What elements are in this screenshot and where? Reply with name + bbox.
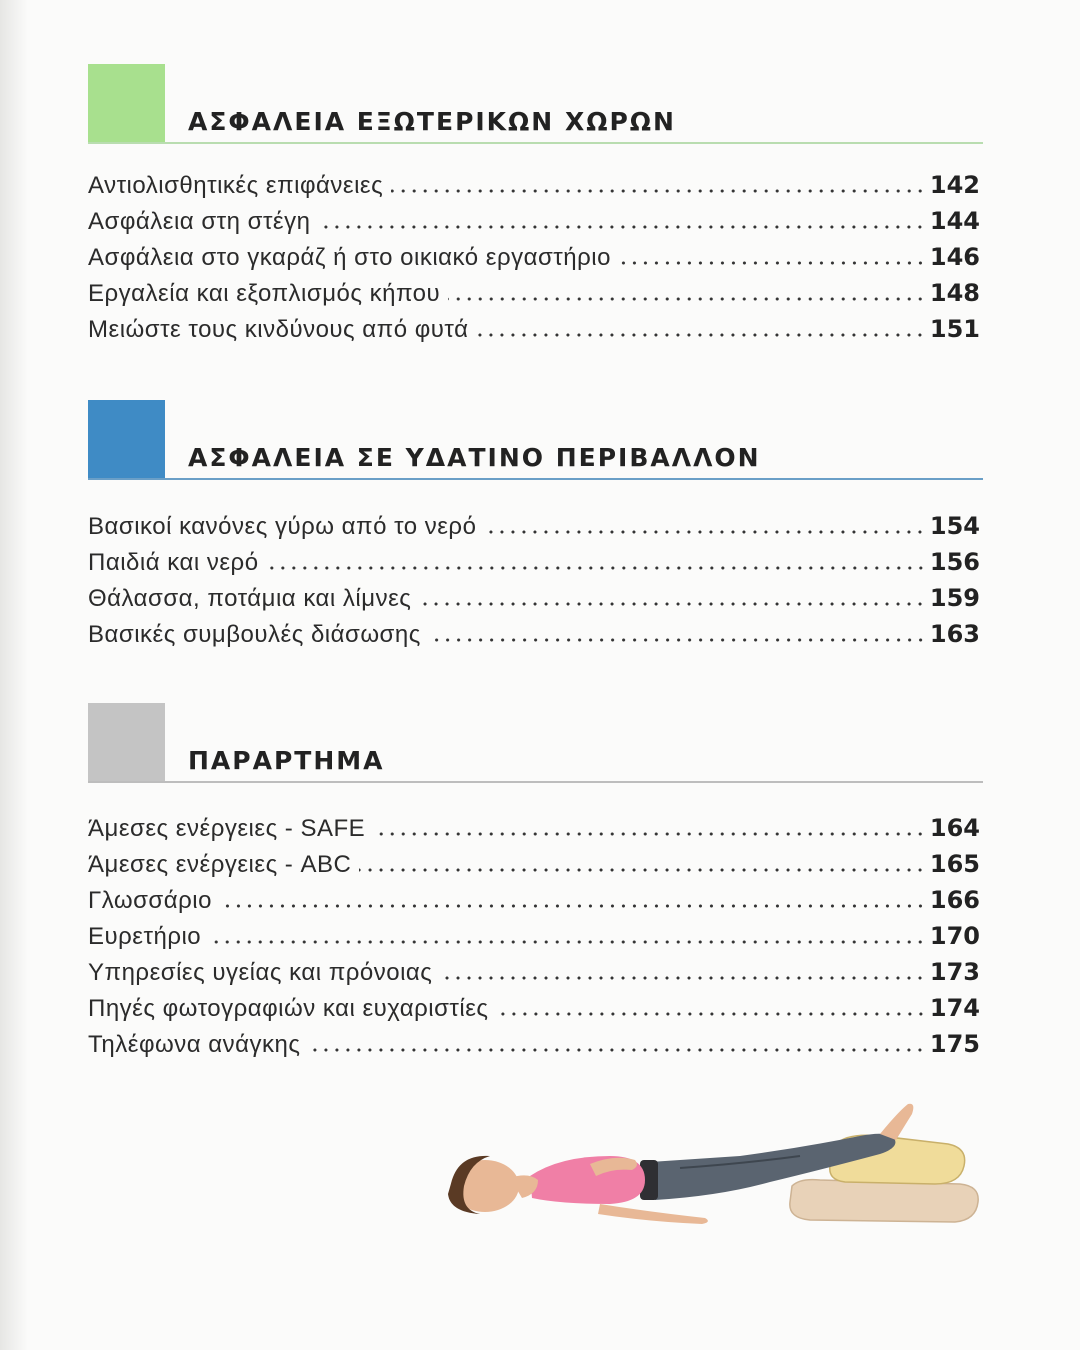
dot-leader bbox=[440, 976, 926, 980]
toc-entry[interactable] bbox=[88, 882, 980, 918]
dot-leader bbox=[267, 566, 926, 570]
dot-leader bbox=[373, 832, 926, 836]
dot-leader bbox=[476, 333, 925, 337]
toc-entry[interactable] bbox=[88, 275, 980, 311]
toc-entry[interactable] bbox=[88, 508, 980, 544]
toc-entry[interactable] bbox=[88, 954, 980, 990]
toc-entry-page-number: 164 bbox=[929, 814, 980, 842]
toc-entry-label: Αντιολισθητικές επιφάνειες bbox=[88, 172, 384, 199]
lower-cushion bbox=[790, 1180, 978, 1222]
toc-entry[interactable] bbox=[88, 1026, 980, 1062]
dot-leader bbox=[209, 940, 926, 944]
toc-entry-label: Ευρετήριο bbox=[88, 923, 202, 950]
section-color-block bbox=[88, 703, 165, 781]
toc-entry-label: Γλωσσάριο bbox=[88, 887, 212, 914]
toc-entry[interactable] bbox=[88, 580, 980, 616]
toc-entry-page-number: 173 bbox=[929, 958, 980, 986]
dot-leader bbox=[484, 530, 925, 534]
toc-entry[interactable] bbox=[88, 167, 980, 203]
section-header bbox=[88, 400, 983, 480]
page-gutter-shadow bbox=[0, 0, 28, 1350]
toc-entry-page-number: 165 bbox=[929, 850, 980, 878]
toc-section-water-safety bbox=[88, 400, 983, 652]
dot-leader bbox=[497, 1012, 926, 1016]
toc-entry-page-number: 154 bbox=[929, 512, 980, 540]
toc-entry-label: Βασικές συμβουλές διάσωσης bbox=[88, 621, 421, 648]
toc-entry-label: Πηγές φωτογραφιών και ευχαριστίες bbox=[88, 995, 489, 1022]
toc-entry[interactable] bbox=[88, 990, 980, 1026]
dot-leader bbox=[220, 904, 926, 908]
toc-entry[interactable] bbox=[88, 544, 980, 580]
toc-entry-label: Άμεσες ενέργειες - SAFE bbox=[88, 815, 366, 842]
dot-leader bbox=[448, 297, 926, 301]
toc-entry-page-number: 156 bbox=[929, 548, 980, 576]
toc-entry-page-number: 142 bbox=[929, 171, 980, 199]
toc-entry-label: Μειώστε τους κινδύνους από φυτά bbox=[88, 316, 469, 343]
toc-entry-page-number: 174 bbox=[929, 994, 980, 1022]
toc-entry-page-number: 146 bbox=[929, 243, 980, 271]
recovery-position-illustration bbox=[440, 1090, 985, 1240]
toc-section-outdoor-safety bbox=[88, 64, 983, 347]
toc-entry[interactable] bbox=[88, 810, 980, 846]
dot-leader bbox=[308, 1048, 925, 1052]
toc-section-appendix bbox=[88, 703, 983, 1062]
section-title: ΑΣΦΑΛΕΙΑ ΣΕ ΥΔΑΤΙΝΟ ΠΕΡΙΒΑΛΛΟΝ bbox=[188, 443, 761, 472]
section-title: ΠΑΡΑΡΤΗΜΑ bbox=[188, 746, 385, 775]
toc-entry-label: Υπηρεσίες υγείας και πρόνοιας bbox=[88, 959, 433, 986]
section-title: ΑΣΦΑΛΕΙΑ ΕΞΩΤΕΡΙΚΩΝ ΧΩΡΩΝ bbox=[188, 107, 676, 136]
toc-list bbox=[88, 810, 980, 1062]
toc-entry[interactable] bbox=[88, 239, 980, 275]
dot-leader bbox=[419, 602, 926, 606]
toc-entry[interactable] bbox=[88, 311, 980, 347]
dot-leader bbox=[391, 189, 926, 193]
toc-entry[interactable] bbox=[88, 203, 980, 239]
toc-entry-label: Παιδιά και νερό bbox=[88, 549, 259, 576]
section-color-block bbox=[88, 400, 165, 478]
toc-entry-label: Ασφάλεια στο γκαράζ ή στο οικιακό εργαστήριο bbox=[88, 244, 611, 271]
toc-entry-page-number: 144 bbox=[929, 207, 980, 235]
toc-entry-page-number: 163 bbox=[929, 620, 980, 648]
toc-entry-label: Εργαλεία και εξοπλισμός κήπου bbox=[88, 280, 441, 307]
section-header bbox=[88, 703, 983, 783]
dot-leader bbox=[359, 868, 926, 872]
toc-list bbox=[88, 167, 980, 347]
toc-entry[interactable] bbox=[88, 616, 980, 652]
dot-leader bbox=[318, 225, 925, 229]
section-color-block bbox=[88, 64, 165, 142]
toc-entry-label: Βασικοί κανόνες γύρω από το νερό bbox=[88, 513, 477, 540]
feet bbox=[880, 1104, 913, 1140]
toc-entry-page-number: 175 bbox=[929, 1030, 980, 1058]
dot-leader bbox=[619, 261, 926, 265]
toc-entry-label: Θάλασσα, ποτάμια και λίμνες bbox=[88, 585, 412, 612]
toc-entry[interactable] bbox=[88, 846, 980, 882]
section-header bbox=[88, 64, 983, 144]
toc-entry-page-number: 166 bbox=[929, 886, 980, 914]
toc-entry-label: Τηλέφωνα ανάγκης bbox=[88, 1031, 301, 1058]
toc-entry-page-number: 151 bbox=[929, 315, 980, 343]
toc-entry-page-number: 170 bbox=[929, 922, 980, 950]
toc-entry-page-number: 148 bbox=[929, 279, 980, 307]
toc-entry-label: Ασφάλεια στη στέγη bbox=[88, 208, 311, 235]
toc-entry-page-number: 159 bbox=[929, 584, 980, 612]
toc-entry[interactable] bbox=[88, 918, 980, 954]
toc-list bbox=[88, 508, 980, 652]
dot-leader bbox=[429, 638, 926, 642]
toc-entry-label: Άμεσες ενέργειες - ABC bbox=[88, 851, 352, 878]
